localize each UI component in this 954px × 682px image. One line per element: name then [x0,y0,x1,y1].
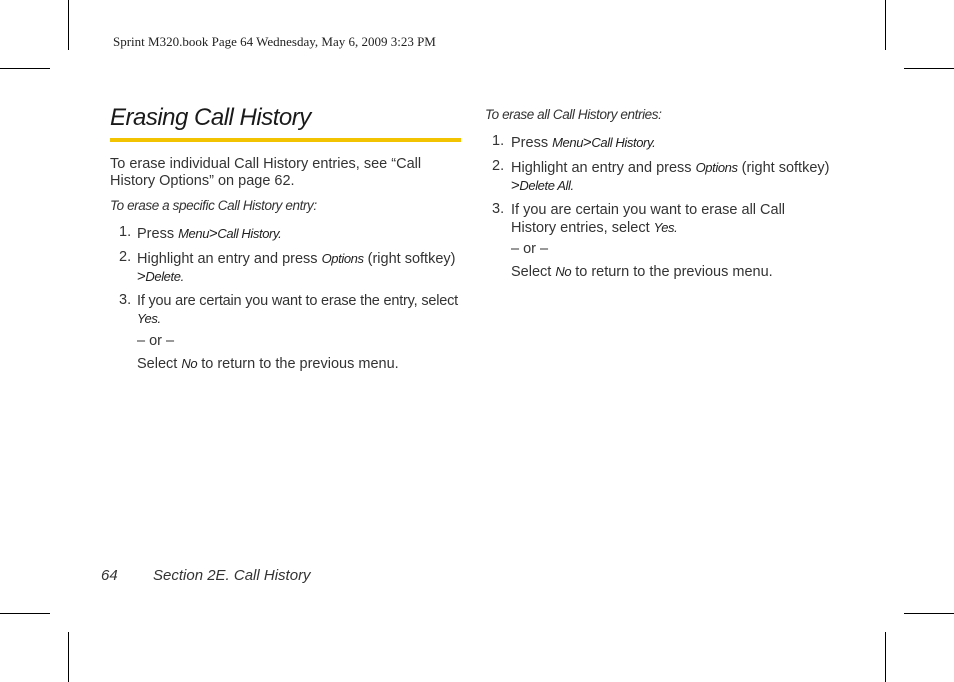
option-no: No [181,356,198,371]
step-text: to return to the previous menu. [575,264,773,280]
period: . [674,220,678,235]
step-text: (right softkey) [367,251,456,267]
right-select-no [511,263,773,281]
step-text: If you are certain you want to erase all Call History entries, select [511,202,786,236]
page-title: Erasing Call History [110,104,311,131]
period: . [652,135,656,150]
menu-item: Call History [591,135,653,150]
option-no: No [555,264,572,279]
step-text: Highlight an entry and press [511,160,692,176]
left-subhead: To erase a specific Call History entry: [110,198,317,213]
option-yes: Yes [653,220,675,235]
softkey-label: Options [321,251,364,266]
menu-key: Menu [178,226,210,241]
step-number: 2. [119,249,132,265]
step-text: If you are certain you want to erase the entry, select [137,293,458,309]
menu-item: Delete All [519,178,571,193]
separator: > [137,268,146,285]
section-label: Section 2E. Call History [153,567,311,584]
intro-paragraph: To erase individual Call History entries, see “Call History Options” on page 62. [110,156,422,189]
step-text: Select [137,356,178,372]
title-rule [110,138,461,142]
separator: > [209,225,218,242]
menu-item: Call History [217,226,279,241]
step-number: 2. [492,158,505,174]
period: . [180,269,184,284]
right-subhead: To erase all Call History entries: [485,107,662,122]
separator: > [583,134,592,151]
step-text: (right softkey) [741,160,830,176]
step-number: 3. [119,292,132,308]
period: . [157,311,161,326]
softkey-label: Options [695,160,738,175]
menu-item: Delete [145,269,181,284]
step-number: 1. [119,224,132,240]
step-text: to return to the previous menu. [201,356,399,372]
option-yes: Yes [137,311,158,326]
book-header: Sprint M320.book Page 64 Wednesday, May 6, 2009 3:23 PM [113,34,436,49]
separator: > [511,177,520,194]
page-number: 64 [101,567,118,584]
step-text: Press [137,226,175,242]
step-number: 3. [492,201,505,217]
right-or: – or – [511,241,549,257]
left-or: – or – [137,333,175,349]
step-text: Press [511,135,549,151]
period: . [570,178,574,193]
left-select-no [137,355,399,373]
step-text: Select [511,264,552,280]
period: . [278,226,282,241]
menu-key: Menu [552,135,584,150]
step-text: Highlight an entry and press [137,251,318,267]
step-number: 1. [492,133,505,149]
